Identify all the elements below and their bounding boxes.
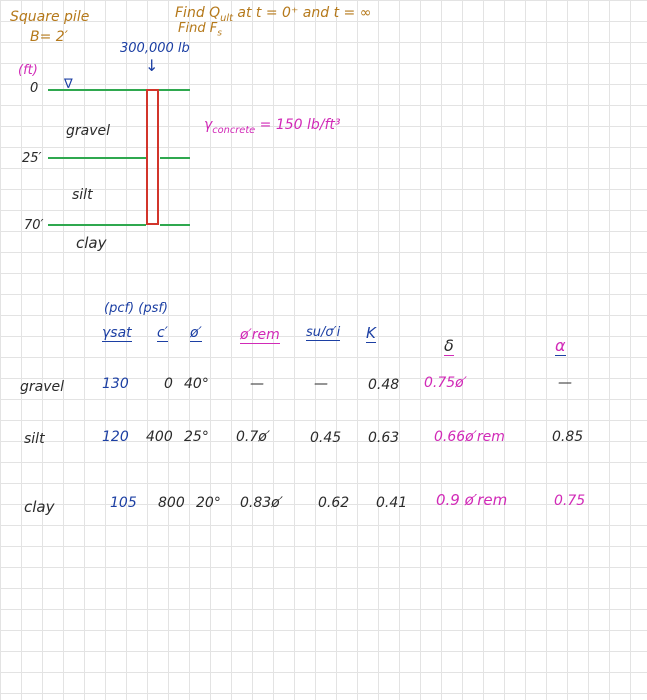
concrete-unit-weight: $\gamma_{concrete} = 150$ lb/ft³: [204, 117, 341, 136]
row-gravel-phi-rem: —: [250, 376, 264, 392]
row-gravel-phi: 40°: [184, 376, 209, 392]
pile-type-label: Square pile: [10, 9, 90, 25]
header-k: K: [366, 324, 376, 342]
row-gravel-name: gravel: [20, 379, 65, 395]
water-table-icon: ∇: [64, 77, 73, 92]
row-clay-phi: 20°: [196, 495, 221, 511]
header-alpha: α: [555, 336, 566, 355]
header-phi-rem: ø′rem: [240, 327, 280, 343]
pile-width-label: B= 2′: [30, 29, 68, 45]
row-gravel-su: —: [314, 376, 328, 392]
row-clay-c: 800: [158, 495, 185, 511]
row-silt-k: 0.63: [368, 430, 400, 446]
units-label: (ft): [18, 63, 38, 78]
header-gamma-sat: γsat: [102, 325, 132, 341]
layer-gravel-label: gravel: [66, 123, 111, 139]
header-su-sigma: su/σ′i: [306, 325, 341, 340]
row-gravel-c: 0: [164, 376, 173, 392]
header-delta: δ: [444, 336, 454, 355]
task-line-2: Find $F_s$: [178, 21, 222, 39]
row-silt-phi-rem: 0.7ø′: [236, 429, 271, 445]
layer-silt-label: silt: [72, 187, 93, 203]
applied-load-label: 300,000 lb: [120, 41, 190, 56]
pile-shaft: [147, 90, 158, 224]
row-clay-delta: 0.9 ø′rem: [436, 491, 508, 509]
header-phi: ø′: [190, 325, 202, 341]
row-clay-alpha: 0.75: [554, 493, 586, 509]
row-clay-gsat: 105: [110, 495, 137, 511]
row-gravel-delta: 0.75ø′: [424, 375, 467, 391]
row-silt-phi: 25°: [184, 429, 209, 445]
row-clay-k: 0.41: [376, 495, 408, 511]
header-c: c′: [157, 325, 168, 341]
row-silt-delta: 0.66ø′rem: [434, 429, 505, 445]
depth-25-label: 25′: [22, 151, 42, 166]
row-gravel-gsat: 130: [102, 376, 129, 392]
row-silt-name: silt: [24, 431, 45, 447]
row-gravel-alpha: —: [558, 375, 572, 391]
row-clay-phi-rem: 0.83ø′: [240, 495, 283, 511]
row-silt-c: 400: [146, 429, 173, 445]
task-line-1: Find $Q_{ult}$ at t = 0⁺ and t = ∞: [175, 5, 372, 24]
layer-clay-label: clay: [76, 234, 107, 252]
row-silt-alpha: 0.85: [552, 429, 584, 445]
depth-70-label: 70′: [24, 218, 44, 233]
row-clay-name: clay: [24, 498, 55, 516]
row-silt-su: 0.45: [310, 430, 342, 446]
depth-0-label: 0: [30, 81, 39, 96]
row-gravel-k: 0.48: [368, 377, 400, 393]
row-clay-su: 0.62: [318, 495, 350, 511]
units-row: (pcf) (psf): [104, 301, 168, 316]
load-arrow-icon: ↓: [145, 56, 159, 75]
row-silt-gsat: 120: [102, 429, 129, 445]
